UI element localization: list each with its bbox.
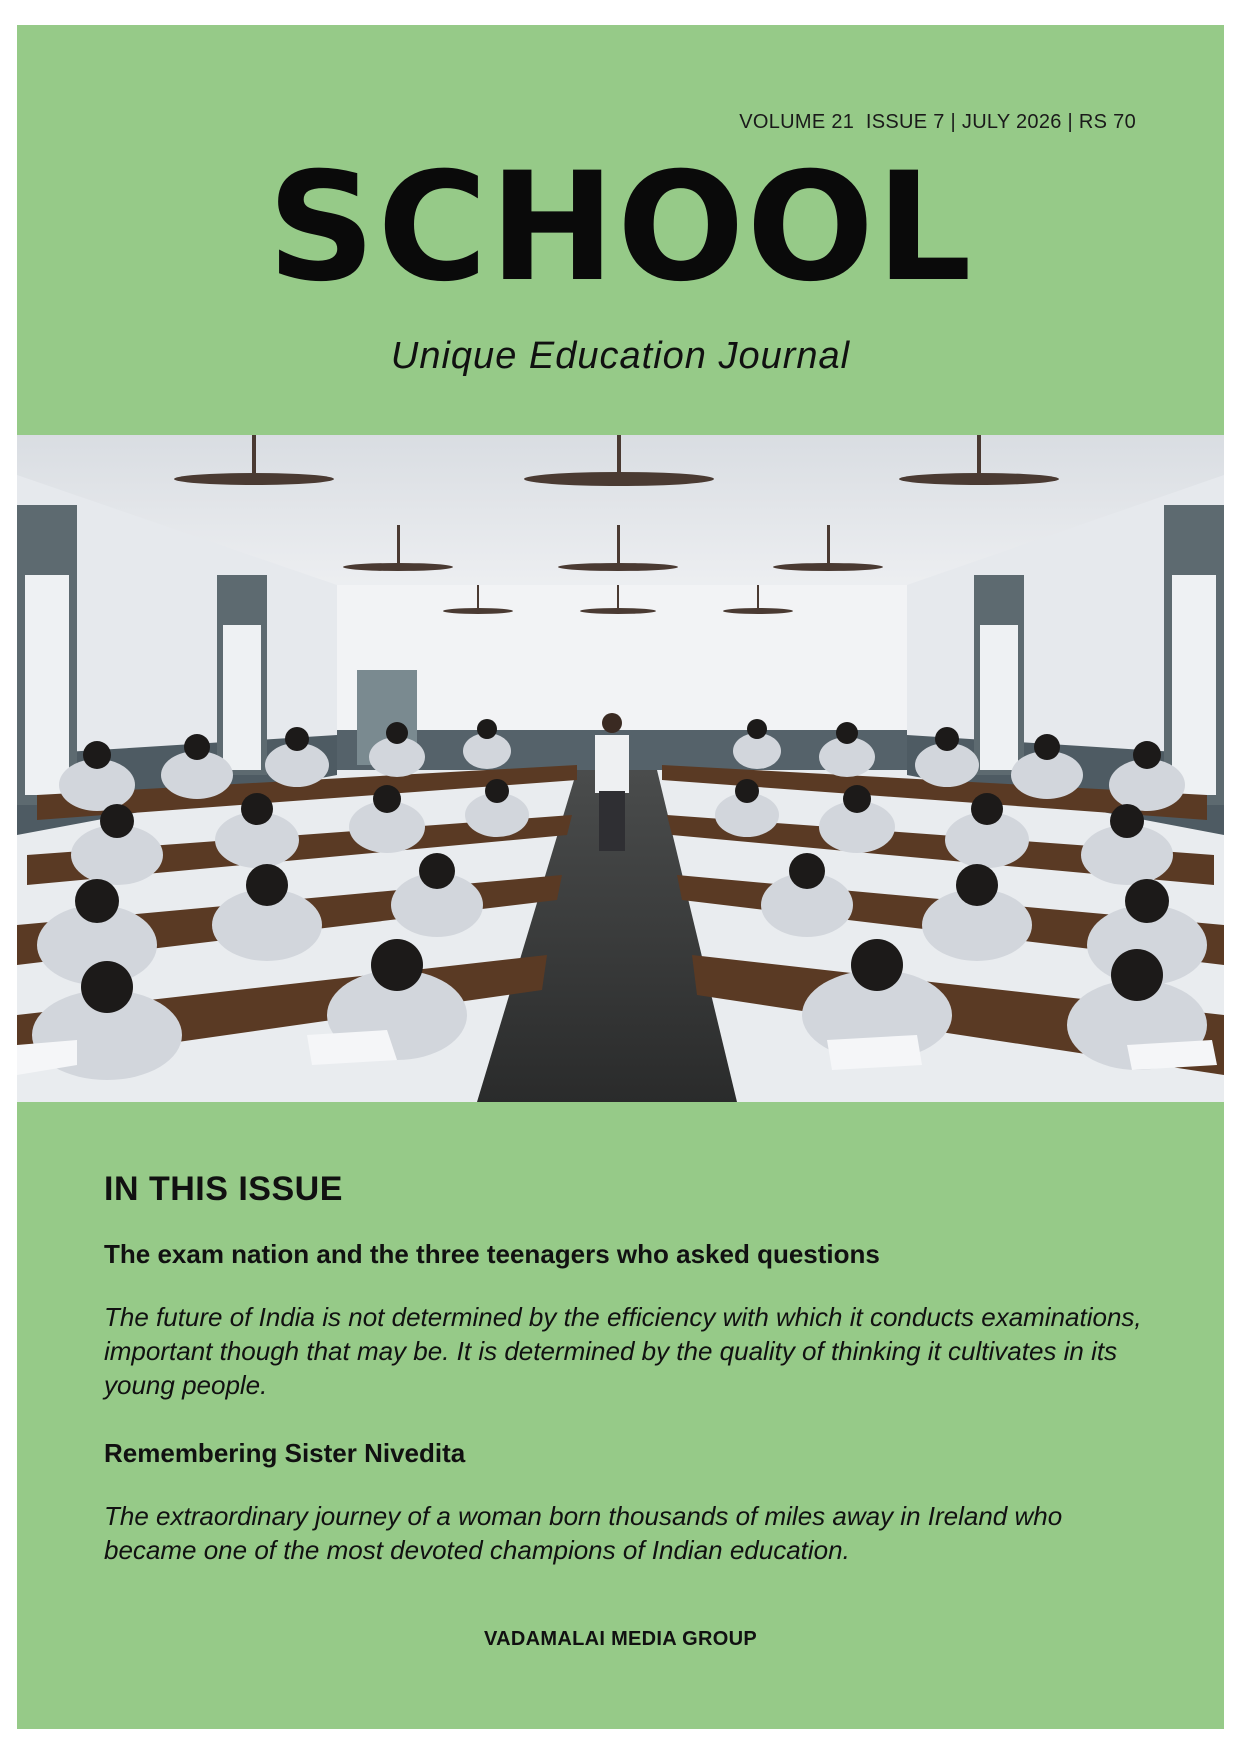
magazine-cover [17,25,1224,1729]
tagline: Unique Education Journal [390,335,851,377]
masthead-title: SCHOOL [267,141,974,315]
contents-heading: IN THIS ISSUE [104,1170,343,1208]
article-description: The extraordinary journey of a woman born thousands of miles away in Ireland who became one of the most devoted champions of Indian education. [104,1501,1063,1565]
article-title: The exam nation and the three teenagers who asked questions [104,1239,880,1269]
cover-photo-exam-hall [17,435,1224,1102]
issue-info: VOLUME 21 ISSUE 7 | JULY 2026 | RS 70 [739,111,1136,133]
publisher-name: VADAMALAI MEDIA GROUP [484,1628,757,1650]
contents-section [104,1170,1154,1603]
article-description: The future of India is not determined by the efficiency with which it conducts examinations, important though that may be. It is determined by the quality of thinking it cultivates in its young people. [104,1302,1142,1400]
article-title: Remembering Sister Nivedita [104,1438,466,1468]
